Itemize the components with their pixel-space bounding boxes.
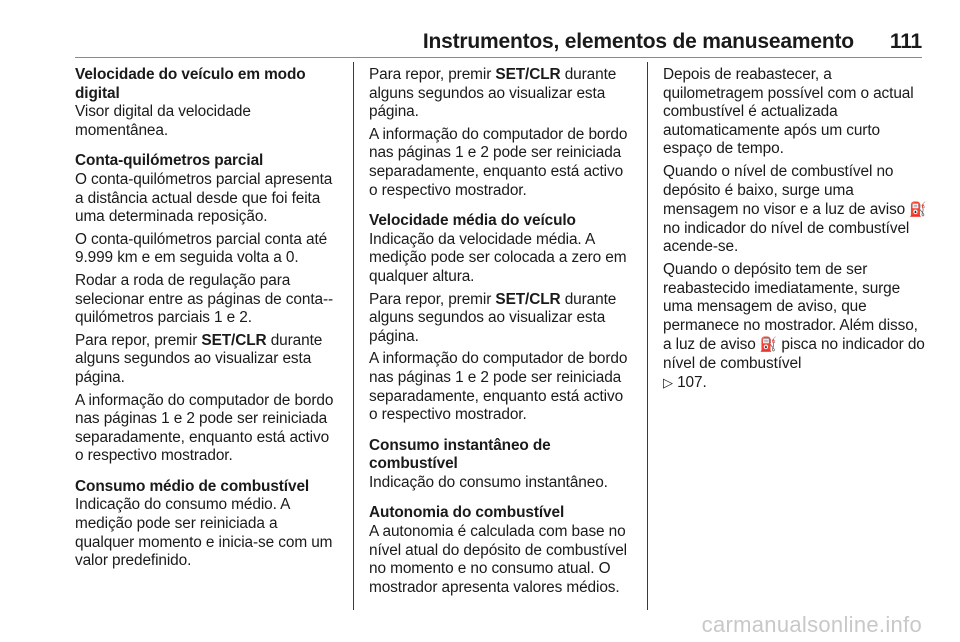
page-title: Instrumentos, elementos de manuseamento	[422, 30, 854, 53]
paragraph: Indicação do consumo médio. A medição pode ser reiniciada a qualquer momento e inicia-se com um valor predefinido.	[75, 496, 333, 570]
paragraph: A informação do computador de bordo nas páginas 1 e 2 pode ser reiniciada separadamente, enquanto está activo o respectivo mostrador.	[369, 125, 628, 199]
paragraph: O conta-quilómetros parcial conta até 9.999 km e em seguida volta a 0.	[75, 230, 328, 267]
paragraph: Rodar a roda de regulação para selecionar entre as páginas de conta--quilómetros parciais 1 e 2.	[75, 271, 333, 327]
page-header	[75, 30, 922, 54]
section-fuel-range	[369, 504, 633, 597]
paragraph: Para repor, premir SET/CLR durante alguns segundos ao visualizar esta página.	[369, 290, 617, 345]
section-average-consumption	[75, 478, 339, 571]
section-trip-odometer	[75, 152, 339, 466]
paragraph: O conta-quilómetros parcial apresenta a distância actual desde que foi feita uma determinada reposição.	[75, 170, 333, 226]
column-divider-2	[647, 62, 648, 610]
key-label: SET/CLR	[495, 66, 561, 83]
arrow-ref-icon: ▷	[663, 374, 673, 390]
header-divider	[75, 57, 922, 58]
paragraph: Indicação do consumo instantâneo.	[369, 473, 608, 491]
paragraph: A autonomia é calculada com base no nível atual do depósito de combustível no momento e no consumo atual. O mostrador apresenta valores médios.	[369, 523, 628, 596]
section-heading: Velocidade média do veículo	[369, 212, 576, 230]
key-label: SET/CLR	[201, 331, 267, 349]
paragraph: A informação do computador de bordo nas páginas 1 e 2 pode ser reiniciada separadamente, enquanto está activo o respectivo mostrador.	[75, 391, 334, 465]
paragraph: Indicação da velocidade média. A medição pode ser colocada a zero em qualquer altura.	[369, 230, 627, 285]
section-fuel-range-continued	[663, 66, 927, 392]
key-label: SET/CLR	[495, 290, 561, 308]
section-heading: Velocidade do veículo em modo digital	[75, 66, 306, 102]
fuel-pump-icon: ⛽	[909, 201, 927, 218]
page-reference[interactable]: 107.	[677, 373, 707, 391]
section-heading: Consumo médio de combustível	[75, 477, 310, 495]
paragraph: A informação do computador de bordo nas páginas 1 e 2 pode ser reiniciada separadamente, enquanto está activo o respectivo mostrador.	[369, 350, 628, 424]
section-average-speed	[369, 212, 633, 425]
column-3	[663, 66, 927, 396]
page-number: 111	[889, 30, 922, 53]
watermark: carmanualsonline.info	[701, 612, 922, 637]
paragraph: Quando o nível de combustível no depósito é baixo, surge uma mensagem no visor e a luz de aviso ⛽ no indicador do nível de combustível acende-se.	[663, 162, 927, 256]
paragraph: Visor digital da velocidade momentânea.	[75, 103, 251, 139]
paragraph: Quando o depósito tem de ser reabastecido imediatamente, surge uma mensagem de aviso, que permanece no mostrador. Além disso, a luz de aviso ⛽ pisca no indicador do nível de combustível ▷ 107.	[663, 260, 925, 391]
paragraph: Para repor, premir SET/CLR durante alguns segundos ao visualizar esta página.	[369, 66, 617, 121]
paragraph: Para repor, premir SET/CLR durante alguns segundos ao visualizar esta página.	[75, 331, 323, 386]
section-digital-speed	[75, 66, 339, 140]
section-continued	[369, 66, 633, 200]
section-heading: Autonomia do combustível	[369, 504, 565, 522]
fuel-pump-icon: ⛽	[759, 336, 778, 353]
paragraph: Depois de reabastecer, a quilometragem possível com o actual combustível é actualizada automaticamente após um curto espaço de tempo.	[663, 66, 914, 158]
column-divider-1	[353, 62, 354, 610]
section-instant-consumption	[369, 437, 633, 493]
column-2	[369, 66, 633, 601]
section-heading: Conta-quilómetros parcial	[75, 152, 264, 170]
column-1	[75, 66, 339, 575]
section-heading: Consumo instantâneo de combustível	[369, 436, 551, 473]
